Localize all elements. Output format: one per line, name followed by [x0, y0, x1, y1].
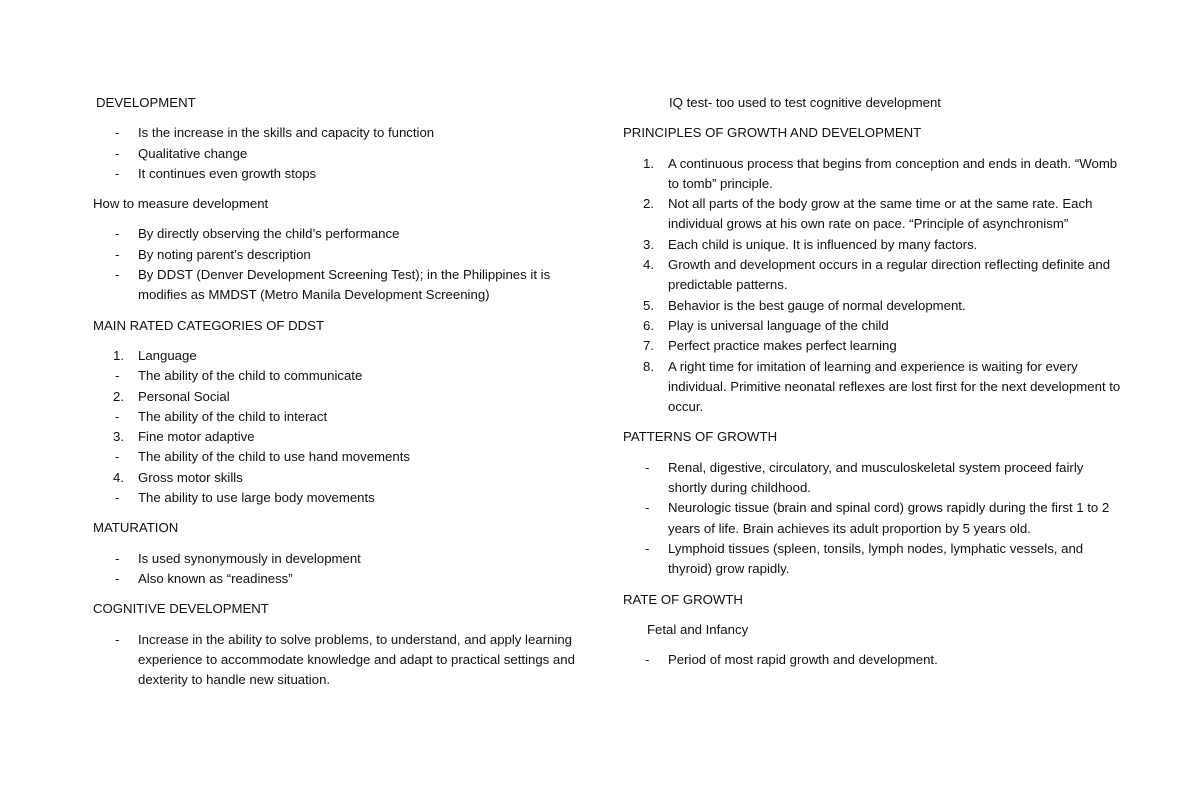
left-column — [93, 93, 593, 700]
list-item-text: It continues even growth stops — [138, 165, 317, 181]
list-item-text: Is the increase in the skills and capacity to function — [138, 125, 435, 141]
measure-list — [93, 224, 593, 305]
categories-list — [93, 346, 593, 508]
list-item-text: The ability of the child to communicate — [138, 368, 363, 384]
list-item — [93, 346, 593, 366]
number-marker: 1. — [113, 347, 124, 363]
list-item — [623, 154, 1123, 195]
list-item — [93, 366, 593, 386]
dash-marker: - — [645, 540, 650, 556]
list-item-text: Behavior is the best gauge of normal development. — [668, 297, 966, 313]
list-item — [623, 357, 1123, 418]
list-item — [623, 194, 1123, 235]
list-item — [93, 447, 593, 467]
dash-marker: - — [115, 631, 120, 647]
list-item — [623, 498, 1123, 539]
list-item-text: Renal, digestive, circulatory, and musculoskeletal system proceed fairly shortly during childhood. — [668, 459, 1084, 496]
maturation-list — [93, 549, 593, 590]
dash-marker: - — [115, 267, 120, 283]
heading-categories: MAIN RATED CATEGORIES OF DDST — [93, 317, 325, 333]
list-item — [93, 224, 593, 244]
list-item — [623, 255, 1123, 296]
number-marker: 7. — [643, 338, 654, 354]
list-item-text: Period of most rapid growth and development. — [668, 652, 938, 668]
number-marker: 1. — [643, 155, 654, 171]
heading-maturation: MATURATION — [93, 520, 179, 536]
list-item-text: Play is universal language of the child — [668, 317, 889, 333]
list-item — [623, 458, 1123, 499]
list-item — [93, 549, 593, 569]
number-marker: 4. — [643, 257, 654, 273]
list-item — [93, 265, 593, 306]
dash-marker: - — [115, 449, 120, 465]
number-marker: 3. — [113, 429, 124, 445]
number-marker: 2. — [643, 196, 654, 212]
principles-list — [623, 154, 1123, 418]
dash-marker: - — [115, 145, 120, 161]
dash-marker: - — [115, 165, 120, 181]
number-marker: 5. — [643, 297, 654, 313]
heading-cognitive: COGNITIVE DEVELOPMENT — [93, 601, 269, 617]
list-item-text: Growth and development occurs in a regular direction reflecting definite and predictable patterns. — [668, 257, 1111, 293]
list-item — [93, 123, 593, 143]
list-item-text: Language — [138, 347, 197, 363]
dash-marker: - — [115, 570, 120, 586]
heading-principles: PRINCIPLES OF GROWTH AND DEVELOPMENT — [623, 125, 922, 141]
list-item — [623, 539, 1123, 580]
heading-measure: How to measure development — [93, 196, 269, 212]
list-item — [93, 387, 593, 407]
list-item — [623, 235, 1123, 255]
list-item — [93, 427, 593, 447]
dash-marker: - — [645, 459, 650, 475]
list-item-text: A right time for imitation of learning and experience is waiting for every individual. Primitive neonatal reflexes are lost first for the next development to occur. — [668, 358, 1121, 415]
list-item-text: By directly observing the child’s performance — [138, 226, 400, 242]
list-item-text: Also known as “readiness” — [138, 570, 293, 586]
list-item-text: Perfect practice makes perfect learning — [668, 338, 897, 354]
list-item — [93, 468, 593, 488]
cognitive-list — [93, 630, 593, 691]
list-item-text: Fine motor adaptive — [138, 429, 255, 445]
number-marker: 8. — [643, 358, 654, 374]
list-item — [93, 630, 593, 691]
dash-marker: - — [115, 368, 120, 384]
heading-patterns: PATTERNS OF GROWTH — [623, 429, 778, 445]
list-item — [93, 144, 593, 164]
list-item-text: Neurologic tissue (brain and spinal cord) grows rapidly during the first 1 to 2 years of life. Brain achieves its adult proportion by 5 years old. — [668, 500, 1110, 536]
list-item-text: The ability to use large body movements — [138, 490, 375, 506]
number-marker: 2. — [113, 388, 124, 404]
list-item-text: Lymphoid tissues (spleen, tonsils, lymph nodes, lymphatic vessels, and thyroid) grow rapidly. — [668, 540, 1084, 577]
list-item — [93, 407, 593, 427]
number-marker: 4. — [113, 469, 124, 485]
list-item-text: Increase in the ability to solve problems, to understand, and apply learning experience to accommodate knowledge and adapt to practical settings and dexterity to handle new situation. — [138, 631, 575, 688]
list-item-text: By noting parent’s description — [138, 246, 311, 262]
list-item-text: Each child is unique. It is influenced by many factors. — [668, 236, 978, 252]
list-item — [93, 164, 593, 184]
list-item — [93, 245, 593, 265]
development-list — [93, 123, 593, 184]
list-item-text: The ability of the child to use hand movements — [138, 449, 410, 465]
dash-marker: - — [115, 490, 120, 506]
dash-marker: - — [645, 652, 650, 668]
number-marker: 3. — [643, 236, 654, 252]
list-item — [623, 650, 1123, 670]
list-item-text: Is used synonymously in development — [138, 550, 361, 566]
list-item — [623, 296, 1123, 316]
dash-marker: - — [645, 500, 650, 516]
dash-marker: - — [115, 125, 120, 141]
list-item — [93, 488, 593, 508]
list-item — [623, 336, 1123, 356]
rate-subtitle: Fetal and Infancy — [647, 621, 749, 637]
iq-test-line: IQ test- too used to test cognitive development — [669, 95, 941, 110]
list-item-text: By DDST (Denver Development Screening Test); in the Philippines it is modifies as MMDST (Metro Manila Development Screening) — [138, 267, 551, 303]
dash-marker: - — [115, 550, 120, 566]
right-column — [623, 93, 1123, 680]
list-item-text: The ability of the child to interact — [138, 408, 328, 424]
dash-marker: - — [115, 408, 120, 424]
list-item — [93, 569, 593, 589]
heading-rate: RATE OF GROWTH — [623, 591, 743, 607]
heading-development: DEVELOPMENT — [96, 95, 196, 110]
dash-marker: - — [115, 226, 120, 242]
list-item — [623, 316, 1123, 336]
list-item-text: A continuous process that begins from conception and ends in death. “Womb to tomb” principle. — [668, 155, 1118, 191]
patterns-list — [623, 458, 1123, 580]
rate-list — [623, 650, 1123, 670]
dash-marker: - — [115, 246, 120, 262]
number-marker: 6. — [643, 317, 654, 333]
list-item-text: Qualitative change — [138, 145, 248, 161]
list-item-text: Not all parts of the body grow at the same time or at the same rate. Each individual grows at his own rate on pace. “Principle of asynchronism” — [668, 196, 1093, 232]
list-item-text: Personal Social — [138, 388, 230, 404]
list-item-text: Gross motor skills — [138, 469, 243, 485]
